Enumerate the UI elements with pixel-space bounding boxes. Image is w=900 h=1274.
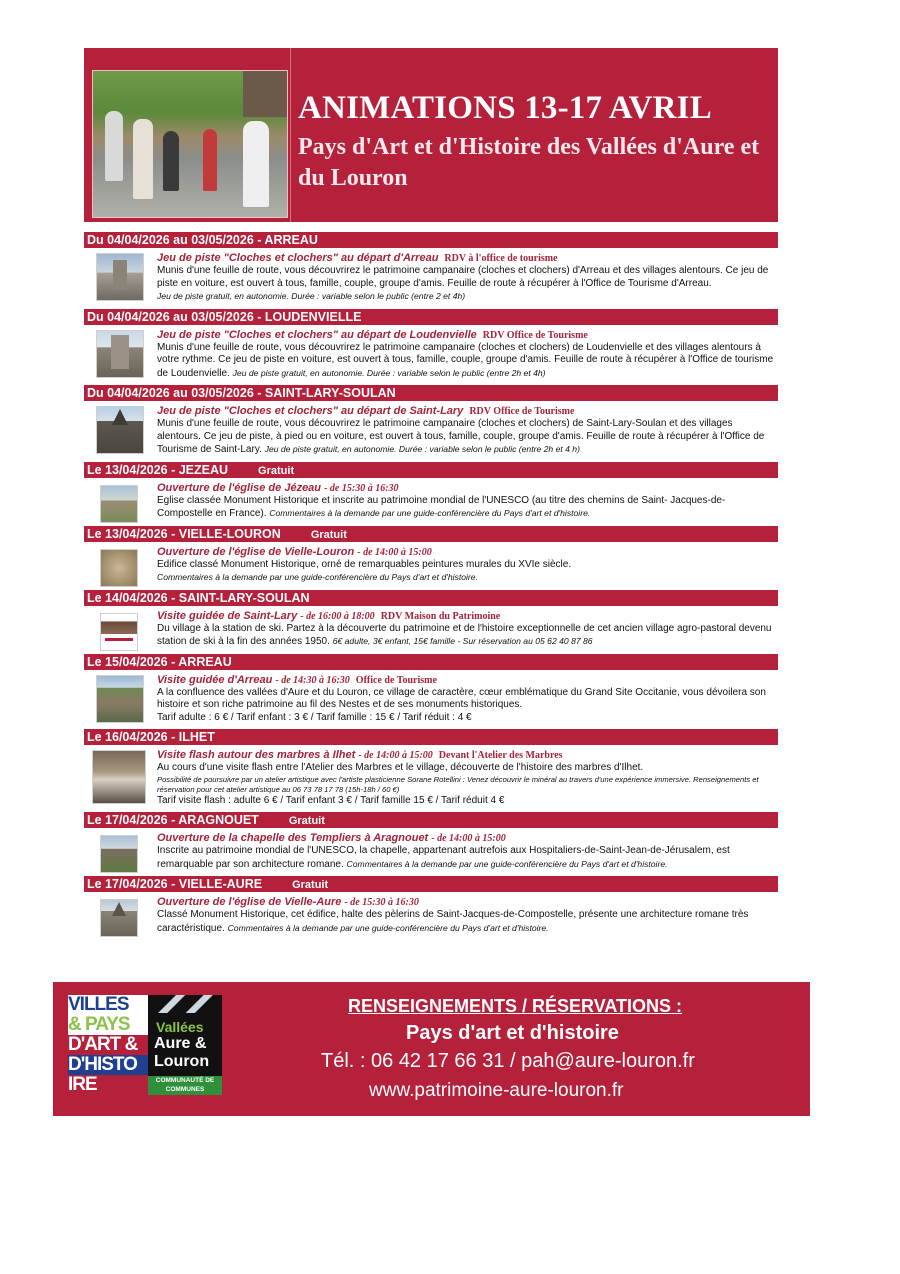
logo-vl-line: Aure & bbox=[154, 1035, 207, 1052]
event-description bbox=[157, 762, 778, 775]
event-item bbox=[84, 385, 778, 457]
logo-vp-line: VILLES bbox=[68, 995, 129, 1015]
event-date-location: Du 04/04/2026 au 03/05/2026 - SAINT-LARY-SOULAN bbox=[87, 386, 396, 400]
free-badge: Gratuit bbox=[292, 879, 329, 891]
event-title: Ouverture de l'église de Jézeau bbox=[157, 481, 322, 494]
event-thumbnail-vielle-aure-church bbox=[100, 899, 138, 937]
logo-vl-line: Louron bbox=[154, 1053, 210, 1070]
event-title-line bbox=[157, 329, 778, 342]
event-date-location: Du 04/04/2026 au 03/05/2026 - ARREAU bbox=[87, 233, 318, 247]
event-item bbox=[84, 729, 778, 807]
event-item bbox=[84, 309, 778, 381]
event-title: Jeu de piste "Cloches et clochers" au départ de Loudenvielle bbox=[157, 328, 477, 341]
event-title: Jeu de piste "Cloches et clochers" au départ de Saint-Lary bbox=[157, 405, 464, 417]
event-title: Visite flash autour des marbres à Ilhet bbox=[157, 749, 356, 761]
event-title-line bbox=[157, 832, 778, 845]
event-note: Commentaires à la demande par une guide-conférencière du Pays d'art et d'histoire. bbox=[227, 922, 549, 933]
event-item bbox=[84, 812, 778, 871]
event-title-line bbox=[157, 546, 778, 559]
event-date-location: Le 17/04/2026 - ARAGNOUET bbox=[87, 813, 259, 827]
event-meeting-point: RDV Office de Tourisme bbox=[482, 329, 588, 341]
logo-vp-line: D'ART & bbox=[68, 1035, 148, 1055]
event-date-location: Le 13/04/2026 - VIELLE-LOURON bbox=[87, 526, 281, 541]
event-meeting-point: RDV Office de Tourisme bbox=[469, 406, 575, 417]
event-thumbnail-arreau-village bbox=[96, 675, 144, 723]
event-body bbox=[84, 606, 778, 649]
event-meeting-point: Devant l'Atelier des Marbres bbox=[438, 750, 563, 761]
event-date-bar bbox=[84, 385, 778, 401]
event-title-line bbox=[157, 749, 778, 762]
event-item bbox=[84, 526, 778, 585]
footer-organization: Pays d'art et d'histoire bbox=[406, 1022, 619, 1044]
event-time: - de 14:00 à 15:00 bbox=[431, 833, 506, 844]
event-note: Jeu de piste gratuit, en autonomie. Durée : variable selon le public (entre 2h et 4h) bbox=[232, 367, 546, 378]
event-description-text: A la confluence des vallées d'Aure et du Louron, ce village de caractère, cœur emblématique du Grand Site Occitanie, vous dévoilera son histoire et son riche patrimoine au fil des Nestes et de ses monuments historiques. bbox=[157, 686, 766, 710]
free-badge: Gratuit bbox=[288, 815, 325, 827]
event-description-text: Munis d'une feuille de route, vous découvrirez le patrimoine campanaire (cloches et clochers) d'Arreau et des villages alentours. Ce jeu de piste en voiture, est ouvert à tous, famille, couple, groupe d'amis. Feuille de route à récupérer à l'Office de Tourisme d'Arreau. bbox=[157, 265, 769, 289]
event-body bbox=[84, 892, 778, 935]
event-body bbox=[84, 745, 778, 807]
event-item bbox=[84, 590, 778, 649]
event-title-line bbox=[157, 252, 778, 265]
footer-contact[interactable]: Tél. : 06 42 17 66 31 / pah@aure-louron.fr bbox=[321, 1050, 695, 1072]
event-title: Visite guidée de Saint-Lary bbox=[157, 609, 298, 622]
event-body bbox=[84, 401, 778, 457]
event-body bbox=[84, 478, 778, 521]
header-divider bbox=[290, 48, 291, 222]
event-title-line bbox=[157, 896, 778, 909]
event-description bbox=[157, 495, 778, 521]
event-date-bar bbox=[84, 462, 778, 478]
header-banner bbox=[84, 48, 778, 222]
event-tarif: Tarif adulte : 6 € / Tarif enfant : 3 € / Tarif famille : 15 € / Tarif réduit : 4 € bbox=[157, 711, 472, 723]
event-title-line bbox=[157, 610, 778, 623]
event-date-location: Du 04/04/2026 au 03/05/2026 - LOUDENVIELLE bbox=[87, 309, 362, 324]
event-description bbox=[157, 418, 778, 457]
event-thumbnail-steeple bbox=[96, 406, 144, 454]
event-date-bar bbox=[84, 876, 778, 892]
page-subtitle: Pays d'Art et d'Histoire des Vallées d'Aure et du Louron bbox=[298, 134, 760, 191]
event-description-text: Classé Monument Historique, cet édifice, halte des pèlerins de Saint-Jacques-de-Compostelle, présente une architecture romane très caractéristique. bbox=[157, 909, 749, 934]
event-time: - de 14:30 à 16:30 bbox=[275, 674, 350, 686]
event-thumbnail-marble-fountain bbox=[92, 750, 146, 804]
event-note: Jeu de piste gratuit, en autonomie. Durée : variable selon le public (entre 2 et 4h) bbox=[157, 291, 466, 301]
event-item bbox=[84, 462, 778, 521]
event-description-text: Munis d'une feuille de route, vous découvrirez le patrimoine campanaire (cloches et clochers) de Loudenvielle et des villages alentours à votre rythme. Ce jeu de piste en voiture, est ouvert à tous, famille, couple, groupe d'amis. Feuille de route à récupérer à l'Office de tourisme de Loudenvielle. bbox=[157, 341, 774, 379]
event-body bbox=[84, 542, 778, 585]
event-item bbox=[84, 876, 778, 935]
event-note: 6€ adulte, 3€ enfant, 15€ famille - Sur réservation au 05 62 40 87 86 bbox=[332, 636, 593, 646]
event-title: Ouverture de l'église de Vielle-Aure bbox=[157, 896, 342, 908]
event-time: - de 16:00 à 18:00 bbox=[300, 610, 375, 622]
events-list bbox=[84, 232, 778, 940]
free-badge: Gratuit bbox=[310, 528, 347, 541]
event-date-location: Le 15/04/2026 - ARREAU bbox=[87, 654, 232, 669]
event-description bbox=[157, 909, 778, 935]
event-body bbox=[84, 670, 778, 725]
event-tarif: Tarif visite flash : adulte 6 € / Tarif enfant 3 € / Tarif famille 15 € / Tarif réduit 4 € bbox=[157, 794, 505, 806]
event-date-bar bbox=[84, 812, 778, 828]
logo-vp-line: D'HISTO bbox=[68, 1055, 148, 1075]
event-title: Jeu de piste "Cloches et clochers" au départ d'Arreau bbox=[157, 252, 439, 264]
event-description-text: Edifice classé Monument Historique, orné de remarquables peintures murales du XVIe siècle. bbox=[157, 558, 572, 570]
event-title: Ouverture de la chapelle des Templiers à Aragnouet bbox=[157, 832, 429, 844]
event-date-location: Le 17/04/2026 - VIELLE-AURE bbox=[87, 877, 263, 891]
logo-vp-line: & PAYS bbox=[68, 1014, 130, 1035]
event-description bbox=[157, 623, 778, 649]
event-time: - de 14:00 à 15:00 bbox=[358, 750, 433, 761]
event-meeting-point: RDV à l'office de tourisme bbox=[444, 253, 558, 264]
event-date-bar bbox=[84, 309, 778, 325]
event-description bbox=[157, 559, 778, 585]
event-date-location: Le 13/04/2026 - JEZEAU bbox=[87, 462, 229, 477]
logo-vl-community: COMMUNAUTÉ DE COMMUNES bbox=[148, 1076, 222, 1095]
event-description bbox=[157, 265, 778, 304]
event-item bbox=[84, 654, 778, 725]
event-date-location: Le 14/04/2026 - SAINT-LARY-SOULAN bbox=[87, 590, 310, 605]
event-item bbox=[84, 232, 778, 304]
footer-website-link[interactable]: www.patrimoine-aure-louron.fr bbox=[369, 1080, 624, 1101]
villes-pays-art-histoire-logo bbox=[68, 995, 148, 1095]
event-title-line bbox=[157, 674, 778, 687]
event-extra-info: Possibilité de poursuivre par un atelier artistique avec l'artiste plasticienne Sorane Rotellini : Venez découvrir le minéral au travers d'une expérience immersive. Renseignements et réservation pour cet atelier artistique au 06 73 78 17 78 (15h-18h / 60 €) bbox=[157, 774, 759, 794]
event-note: Commentaires à la demande par une guide-conférencière du Pays d'art et d'histoire. bbox=[269, 508, 591, 518]
event-date-bar bbox=[84, 729, 778, 745]
event-date-location: Le 16/04/2026 - ILHET bbox=[87, 730, 215, 744]
event-description bbox=[157, 845, 778, 871]
event-description-text: Au cours d'une visite flash entre l'Atelier des Marbres et le village, découverte de l'histoire des marbres d'Ilhet. bbox=[157, 762, 644, 773]
free-badge: Gratuit bbox=[258, 464, 295, 477]
mountain-icon bbox=[148, 995, 222, 1013]
event-thumbnail-mural bbox=[100, 549, 138, 587]
event-thumbnail-bell-tower bbox=[96, 253, 144, 301]
page-title: ANIMATIONS 13-17 AVRIL bbox=[298, 90, 712, 126]
vallees-aure-louron-logo bbox=[148, 995, 222, 1095]
event-title-line bbox=[157, 405, 778, 418]
event-date-bar bbox=[84, 232, 778, 248]
event-body bbox=[84, 248, 778, 304]
logo-vp-line: IRE bbox=[68, 1075, 148, 1095]
event-date-bar bbox=[84, 590, 778, 606]
event-note: Commentaires à la demande par une guide-conférencière du Pays d'art et d'histoire. bbox=[157, 572, 478, 582]
event-title: Ouverture de l'église de Vielle-Louron bbox=[157, 545, 355, 558]
footer-title: RENSEIGNEMENTS / RÉSERVATIONS : bbox=[348, 996, 683, 1016]
footer-banner bbox=[53, 982, 810, 1116]
event-thumbnail-church-jezeau bbox=[100, 485, 138, 523]
event-body bbox=[84, 325, 778, 381]
event-description-text: Inscrite au patrimoine mondial de l'UNESCO, la chapelle, appartenant autrefois aux Hospitaliers-de-Saint-Jean-de-Jérusalem, est remarquable par son architecture romane. bbox=[157, 845, 730, 870]
event-note: Commentaires à la demande par une guide-conférencière du Pays d'art et d'histoire. bbox=[346, 858, 668, 869]
event-description-text: Munis d'une feuille de route, vous découvrirez le patrimoine campanaire (cloches et clochers) de Saint-Lary-Soulan et des villages alentours. Ce jeu de piste, à pied ou en voiture, est ouvert à tous, famille, couple, groupe d'amis. Feuille de route à récupérer à l'Office de Tourisme de Saint-Lary. bbox=[157, 418, 765, 455]
event-title: Visite guidée d'Arreau bbox=[157, 673, 273, 686]
event-thumbnail-templar-chapel bbox=[100, 835, 138, 873]
event-title-line bbox=[157, 482, 778, 495]
event-meeting-point: RDV Maison du Patrimoine bbox=[380, 610, 501, 622]
event-description bbox=[157, 342, 778, 381]
header-photo-visitors bbox=[92, 70, 288, 218]
event-date-bar bbox=[84, 526, 778, 542]
event-date-bar bbox=[84, 654, 778, 670]
event-description bbox=[157, 687, 778, 725]
event-description-text: Du village à la station de ski. Partez à la découverte du patrimoine et de l'histoire exceptionnelle de cet ancien village agro-pastoral devenu station de ski à la fin des années 1950. bbox=[157, 622, 772, 647]
event-time: - de 14:00 à 15:00 bbox=[357, 546, 432, 558]
event-note: Jeu de piste gratuit, en autonomie. Durée : variable selon le public (entre 2h et 4 h) bbox=[264, 444, 580, 454]
event-time: - de 15:30 à 16:30 bbox=[324, 482, 399, 494]
event-time: - de 15:30 à 16:30 bbox=[344, 897, 419, 908]
event-thumbnail-saint-lary-poster bbox=[100, 613, 138, 651]
logo-vl-line: Vallées bbox=[156, 1019, 204, 1035]
event-meeting-point: Office de Tourisme bbox=[355, 674, 437, 686]
event-body bbox=[84, 828, 778, 871]
event-description-text: Eglise classée Monument Historique et inscrite au patrimoine mondial de l'UNESCO (au titre des chemins de Saint- Jacques-de-Compostelle en France). bbox=[157, 494, 726, 519]
event-thumbnail-church-tower bbox=[96, 330, 144, 378]
